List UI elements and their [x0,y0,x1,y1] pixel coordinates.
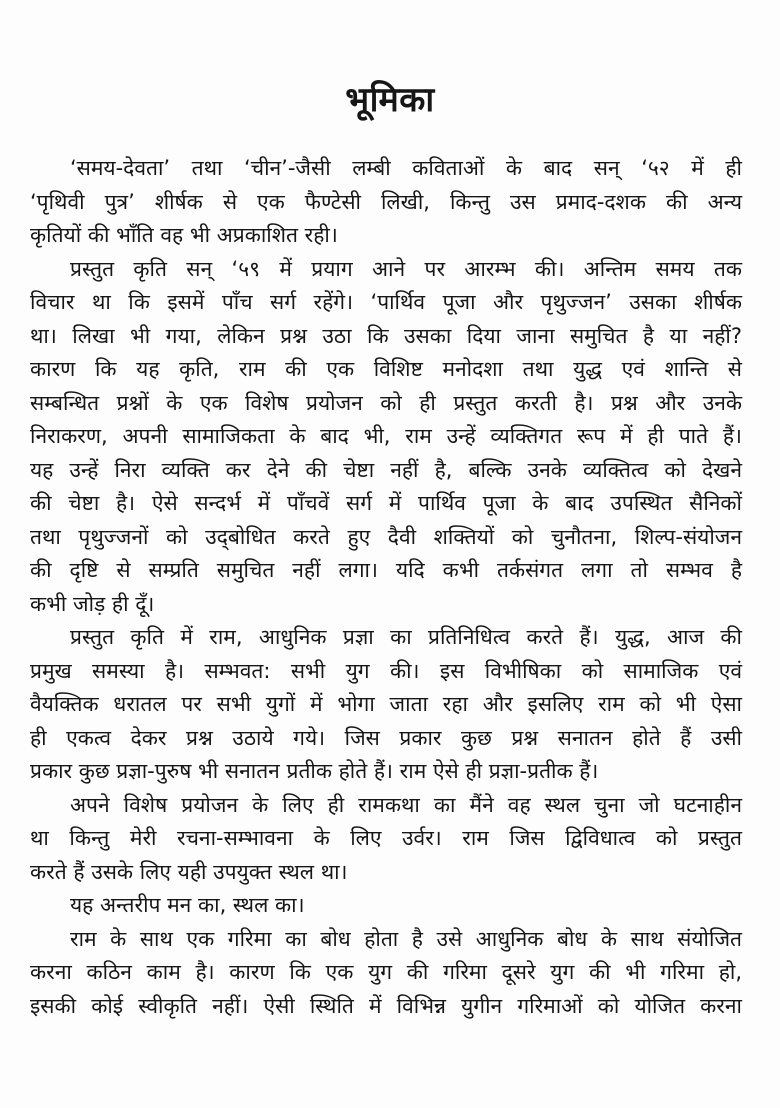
text-line: इसकी कोई स्वीकृति नहीं। ऐसी स्थिति में विभिन्न युगीन गरिमाओं को योजित करना [30,993,742,1018]
text-line: था। लिखा भी गया, लेकिन प्रश्न उठा कि उसका दिया जाना समुचित है या नहीं? [30,323,742,348]
text-line: तथा पृथुज्जनों को उद्‌बोधित करते हुए दैवी शक्तियों को चुनौतना, शिल्प-संयोजन [30,524,742,549]
text-line: विचार था कि इसमें पाँच सर्ग रहेंगे। ‘पार्थिव पूजा और पृथुज्जन’ उसका शीर्षक [30,290,742,314]
paragraph-5 [30,889,742,923]
text-line: प्रमुख समस्या है। सम्भवत: सभी युग की। इस विभीषिका को सामाजिक एवं [30,658,742,683]
text-line: था किन्तु मेरी रचना-सम्भावना के लिए उर्वर। राम जिस द्विविधात्व को प्रस्तुत [30,826,742,850]
text-line: ‘पृथिवी पुत्र’ शीर्षक से एक फैण्टेसी लिखी, किन्तु उस प्रमाद-दशक की अन्य [30,189,742,214]
text-line: करते हैं उसके लिए यही उपयुक्त स्थल था। [30,859,348,884]
text-line: प्रकार कुछ प्रज्ञा-पुरुष भी सनातन प्रतीक होते हैं। राम ऐसे ही प्रज्ञा-प्रतीक हैं। [30,759,599,783]
paragraph-6 [30,923,742,1024]
text-line: कभी जोड़ ही दूँ। [30,591,155,616]
text-line: करना कठिन काम है। कारण कि एक युग की गरिमा दूसरे युग की भी गरिमा हो, [30,960,742,984]
text-line: ‘समय-देवता’ तथा ‘चीन’-जैसी लम्बी कविताओं के बाद सन् ‘५२ में ही [70,156,742,180]
paragraph-1 [30,152,742,253]
text-line: की चेष्टा है। ऐसे सन्दर्भ में पाँचवें सर्ग में पार्थिव पूजा के बाद उपस्थित सैनिकों [30,491,742,515]
paragraph-3 [30,621,742,789]
text-line: राम के साथ एक गरिमा का बोध होता है उसे आधुनिक बोध के साथ संयोजित [70,926,742,951]
text-line: प्रस्तुत कृति में राम, आधुनिक प्रज्ञा का प्रतिनिधित्व करते हैं। युद्ध, आज की [70,625,742,649]
text-line: ही एकत्व देकर प्रश्न उठाये गये। जिस प्रकार कुछ प्रश्न सनातन होते हैं उसी [30,725,742,750]
text-line: प्रस्तुत कृति सन् ‘५९ में प्रयाग आने पर आरम्भ की। अन्तिम समय तक [70,256,742,281]
text-line: सम्बन्धित प्रश्नों के एक विशेष प्रयोजन को ही प्रस्तुत करती है। प्रश्न और उनके [30,390,742,415]
text-line: यह अन्तरीप मन का, स्थल का। [70,893,305,917]
text-line: वैयक्तिक धरातल पर सभी युगों में भोगा जाता रहा और इसलिए राम को भी ऐसा [30,692,742,716]
text-line: निराकरण, अपनी सामाजिकता के बाद भी, राम उन्हें व्यक्तिगत रूप में ही पाते हैं। [30,424,742,448]
text-line: कारण कि यह कृति, राम की एक विशिष्ट मनोदशा तथा युद्ध एवं शान्ति से [30,357,742,381]
text-line: अपने विशेष प्रयोजन के लिए ही रामकथा का मैंने वह स्थल चुना जो घटनाहीन [70,792,742,817]
text-line: की दृष्टि से सम्प्रति समुचित नहीं लगा। यदि कभी तर्कसंगत लगा तो सम्भव है [30,558,742,582]
paragraph-2 [30,253,742,622]
text-line: यह उन्हें निरा व्यक्ति कर देने की चेष्टा नहीं है, बल्कि उनके व्यक्तित्व को देखने [30,457,742,482]
body-text [30,152,742,1023]
text-line: कृतियों की भाँति वह भी अप्रकाशित रही। [30,223,338,247]
paragraph-4 [30,789,742,890]
page-title: भूमिका [345,80,435,120]
